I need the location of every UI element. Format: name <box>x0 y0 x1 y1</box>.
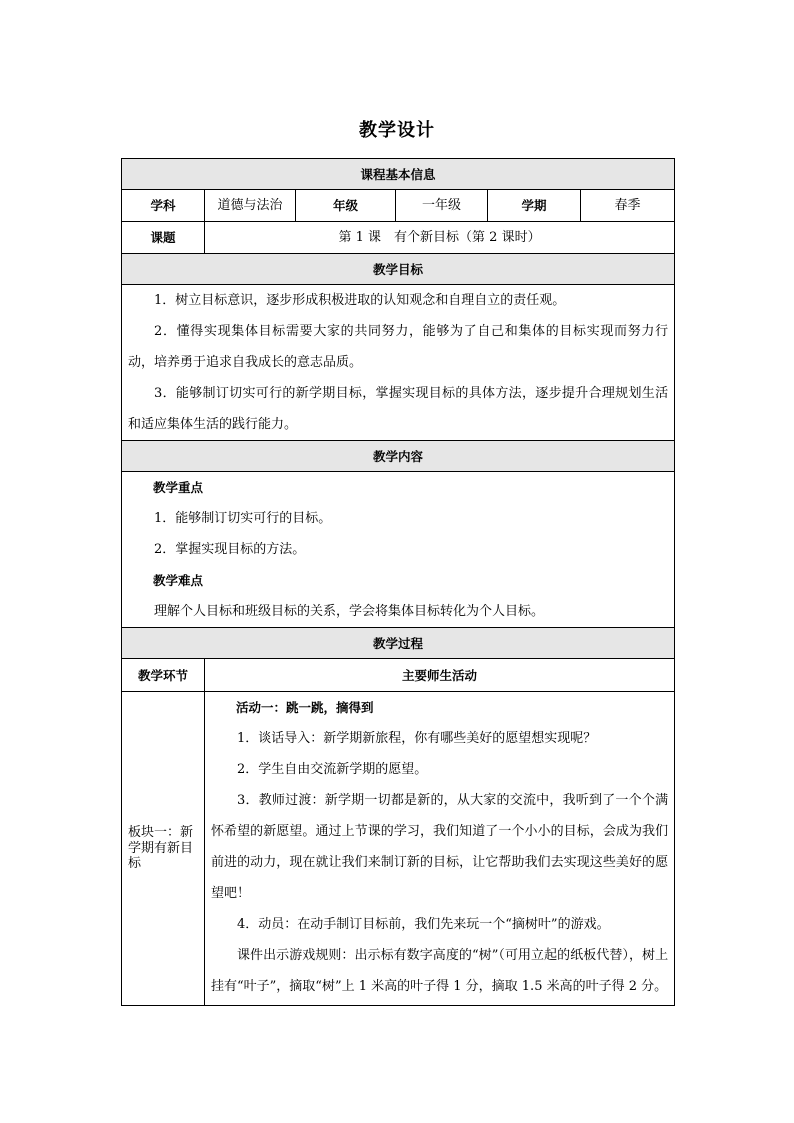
activity-content <box>211 692 668 1005</box>
activity-title: 活动一：跳一跳，摘得到 <box>236 700 374 715</box>
content-header: 教学内容 <box>122 441 675 472</box>
key-point-item: 1．能够制订切实可行的目标。 <box>154 511 332 526</box>
goals-header-row <box>122 254 675 285</box>
basic-info-header: 课程基本信息 <box>122 159 675 190</box>
subject-label: 学科 <box>122 190 205 222</box>
activity-line: 2．学生自由交流新学期的愿望。 <box>237 762 428 777</box>
subject-grade-term-row <box>122 190 675 222</box>
key-points-title: 教学重点 <box>153 480 204 495</box>
activity-line: 3．教师过渡：新学期一切都是新的，从大家的交流中，我听到了一个个满怀希望的新愿望。通过上节课的学习，我们知道了一个小小的目标，会成为我们前进的动力，现在就让我们来制订新的目标，让它帮助我们去实现这些美好的愿望吧！ <box>211 793 669 901</box>
content-header-row <box>122 441 675 472</box>
activity-line: 4．动员：在动手制订目标前，我们先来玩一个“摘树叶”的游戏。 <box>237 917 610 932</box>
difficulty-text: 理解个人目标和班级目标的关系，学会将集体目标转化为个人目标。 <box>154 604 545 619</box>
goals-body-row <box>122 285 675 441</box>
activity-column-header: 主要师生活动 <box>205 659 675 692</box>
activity-body <box>205 692 675 1006</box>
key-point-item: 2．掌握实现目标的方法。 <box>154 542 306 557</box>
process-stage-row <box>122 692 675 1006</box>
lesson-design-table <box>121 158 675 1006</box>
lesson-label: 课题 <box>122 222 205 254</box>
goals-header: 教学目标 <box>122 254 675 285</box>
difficulty-title: 教学难点 <box>153 573 204 588</box>
goal-item: 2．懂得实现集体目标需要大家的共同努力，能够为了自己和集体的目标实现而努力行动，培养勇于追求自我成长的意志品质。 <box>128 324 669 370</box>
process-header: 教学过程 <box>122 628 675 659</box>
lesson-row <box>122 222 675 254</box>
goal-item: 3．能够制订切实可行的新学期目标，掌握实现目标的具体方法，逐步提升合理规划生活和适应集体生活的践行能力。 <box>128 386 669 432</box>
subject-value: 道德与法治 <box>205 190 296 222</box>
process-header-row <box>122 628 675 659</box>
goal-item: 1．树立目标意识，逐步形成积极进取的认知观念和自理自立的责任观。 <box>154 293 566 308</box>
content-body-row <box>122 472 675 628</box>
process-columns-row <box>122 659 675 692</box>
lesson-value: 第 1 课 有个新目标（第 2 课时） <box>205 222 675 254</box>
grade-label: 年级 <box>296 190 396 222</box>
term-value: 春季 <box>581 190 675 222</box>
activity-line: 1．谈话导入：新学期新旅程，你有哪些美好的愿望想实现呢？ <box>237 731 597 746</box>
grade-value: 一年级 <box>396 190 488 222</box>
content-body <box>122 472 675 628</box>
basic-info-header-row <box>122 159 675 190</box>
stage-column-header: 教学环节 <box>122 659 205 692</box>
activity-line: 课件出示游戏规则：出示标有数字高度的“树”（可用立起的纸板代替），树上挂有“叶子”，摘取“树”上 1 米高的叶子得 1 分，摘取 1.5 米高的叶子得 2 分。 <box>211 948 669 994</box>
document-title: 教学设计 <box>359 120 435 141</box>
term-label: 学期 <box>488 190 581 222</box>
goals-body <box>122 285 675 441</box>
stage-name: 板块一：新学期有新目标 <box>122 692 205 1006</box>
